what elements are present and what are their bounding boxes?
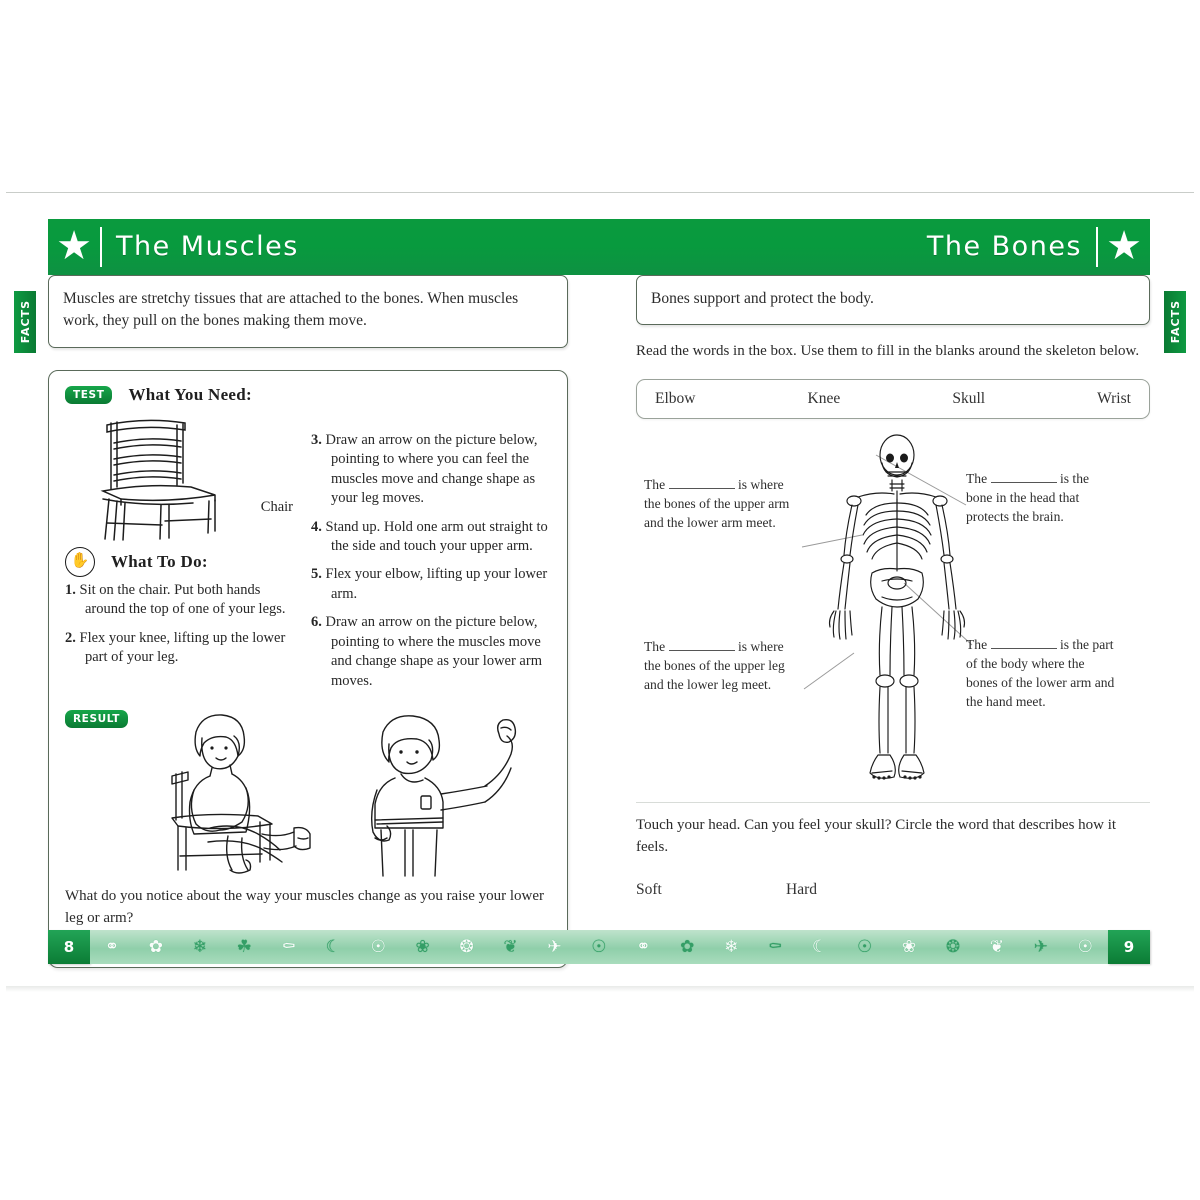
fact-box-bones: Bones support and protect the body. <box>636 275 1150 325</box>
steps-list-part2 <box>311 431 549 691</box>
header-divider-left <box>100 227 102 267</box>
label-prefix: The <box>644 639 666 655</box>
chair-illustration <box>65 413 297 545</box>
right-page <box>636 275 1150 899</box>
step-text: Draw an arrow on the picture below, pointing to where the muscles move and change shape as your lower arm moves. <box>325 614 542 689</box>
shell-icon: ❄ <box>724 937 739 956</box>
word-bank-item[interactable]: Skull <box>952 390 986 408</box>
butterfly-icon: ❀ <box>901 937 917 956</box>
moon-icon: ☾ <box>325 937 341 956</box>
beaker-icon: ⚰ <box>768 937 783 956</box>
answer-blank[interactable] <box>669 477 735 489</box>
snail-icon: ☉ <box>1077 937 1093 956</box>
page-number-right: 9 <box>1108 930 1150 964</box>
leaf-icon: ☘ <box>236 937 252 956</box>
result-badge: RESULT <box>65 710 128 728</box>
step-text: Flex your elbow, lifting up your lower arm. <box>325 566 548 602</box>
list-item: 3. Draw an arrow on the picture below, pointing to where you can feel the muscles move and change shape as your leg moves. <box>311 431 538 507</box>
test-badge: TEST <box>65 386 112 404</box>
skeleton-label-wrist <box>966 635 1116 711</box>
result-section <box>65 710 551 880</box>
side-tab-label: FACTS <box>18 300 32 344</box>
word-bank-item[interactable]: Wrist <box>1097 390 1131 408</box>
skeleton-illustration <box>812 431 982 791</box>
what-you-need-title: What You Need: <box>128 384 252 404</box>
seated-figure-illustration <box>150 710 340 880</box>
feather-icon: ❦ <box>989 937 1005 956</box>
what-to-do-title: What To Do: <box>111 551 208 571</box>
book-spread <box>6 192 1194 987</box>
label-suffix: is where the bones of the upper arm and the lower arm meet. <box>644 477 790 531</box>
step-text: Sit on the chair. Put both hands around the top of one of your legs. <box>79 581 286 618</box>
plane-icon: ✈ <box>1033 937 1048 956</box>
fact-box-muscles: Muscles are stretchy tissues that are attached to the bones. When muscles work, they pull on the bones making them move. <box>48 275 568 348</box>
right-page-title: The Bones <box>926 231 1082 262</box>
word-bank <box>636 379 1150 419</box>
butterfly-icon: ❀ <box>415 937 430 956</box>
list-item: 1. Sit on the chair. Put both hands around the top of one of your legs. <box>65 581 286 618</box>
page-number-left: 8 <box>48 930 90 964</box>
plane-icon: ✈ <box>547 937 562 956</box>
step-text: Stand up. Hold one arm out straight to the side and touch your upper arm. <box>325 518 548 555</box>
word-bank-item[interactable]: Knee <box>807 390 841 408</box>
decorative-icon-strip <box>90 930 1108 964</box>
list-item: 2. Flex your knee, lifting up the lower part of your leg. <box>65 629 286 666</box>
step-text: Draw an arrow on the picture below, pointing to where you can feel the muscles move and change shape as your leg moves. <box>325 431 538 507</box>
choice-hard[interactable]: Hard <box>786 880 817 898</box>
chair-drawing <box>65 413 265 545</box>
what-you-need-heading <box>65 385 551 405</box>
sun-icon: ☉ <box>370 937 386 956</box>
list-item: 4. Stand up. Hold one arm out straight to the side and touch your upper arm. <box>311 518 548 555</box>
divider <box>636 802 1150 803</box>
flask-icon: ⚭ <box>104 937 120 956</box>
flask-icon: ⚭ <box>636 937 651 956</box>
star-icon: ★ <box>1106 223 1142 268</box>
sun-icon: ☉ <box>856 937 873 956</box>
choice-soft[interactable]: Soft <box>636 880 662 898</box>
what-to-do-heading <box>65 547 297 577</box>
leaf-icon: ✿ <box>680 937 695 956</box>
label-suffix: is where the bones of the upper leg and the lower leg meet. <box>644 639 785 693</box>
side-tab-facts-left <box>14 291 36 353</box>
step-text: Flex your knee, lifting up the lower part of your leg. <box>79 629 286 666</box>
instruction-text: Read the words in the box. Use them to fill in the blanks around the skeleton below. <box>636 343 1140 360</box>
moon-icon: ☾ <box>812 937 828 956</box>
label-suffix: is the bone in the head that protects the brain. <box>966 471 1090 525</box>
side-tab-label: FACTS <box>1168 300 1182 344</box>
steps-list-part1 <box>65 581 297 668</box>
skeleton-label-knee <box>644 637 794 694</box>
fish-icon: ❂ <box>459 937 474 956</box>
skeleton-label-skull <box>966 469 1116 526</box>
skeleton-label-elbow <box>644 475 794 532</box>
left-page-title: The Muscles <box>116 231 299 262</box>
skeleton-diagram <box>636 427 1150 799</box>
beaker-icon: ⚰ <box>281 937 296 956</box>
label-prefix: The <box>966 637 988 653</box>
label-suffix: is the part of the body where the bones of the lower arm and the hand meet. <box>966 637 1115 710</box>
feather-icon: ❦ <box>503 937 518 956</box>
left-page <box>48 275 568 968</box>
answer-blank[interactable] <box>991 637 1057 649</box>
closing-question: What do you notice about the way your muscles change as you raise your lower leg or arm? <box>65 888 545 926</box>
chair-label: Chair <box>260 498 293 515</box>
word-bank-item[interactable]: Elbow <box>655 390 696 408</box>
shell-icon: ❄ <box>192 937 207 956</box>
choice-row <box>636 881 1150 899</box>
bottom-question: Touch your head. Can you feel your skull? Circle the word that describes how it feels. <box>636 817 1117 855</box>
star-icon: ★ <box>56 223 92 268</box>
header-divider-right <box>1096 227 1098 267</box>
fish-icon: ❂ <box>945 937 961 956</box>
page-footer <box>48 930 1150 964</box>
answer-blank[interactable] <box>991 471 1057 483</box>
snail-icon: ☉ <box>591 937 607 956</box>
label-prefix: The <box>644 477 666 493</box>
leaf-icon: ✿ <box>148 937 164 956</box>
list-item: 6. Draw an arrow on the picture below, pointing to where the muscles move and change shape as your lower arm moves. <box>311 614 542 689</box>
answer-blank[interactable] <box>669 639 735 651</box>
standing-figure-illustration <box>361 710 541 880</box>
list-item: 5. Flex your elbow, lifting up your lower arm. <box>311 566 548 602</box>
label-prefix: The <box>966 471 988 487</box>
header-band <box>48 219 1150 275</box>
activity-card <box>48 370 568 968</box>
hand-icon: ✋ <box>65 547 95 577</box>
side-tab-facts-right <box>1164 291 1186 353</box>
